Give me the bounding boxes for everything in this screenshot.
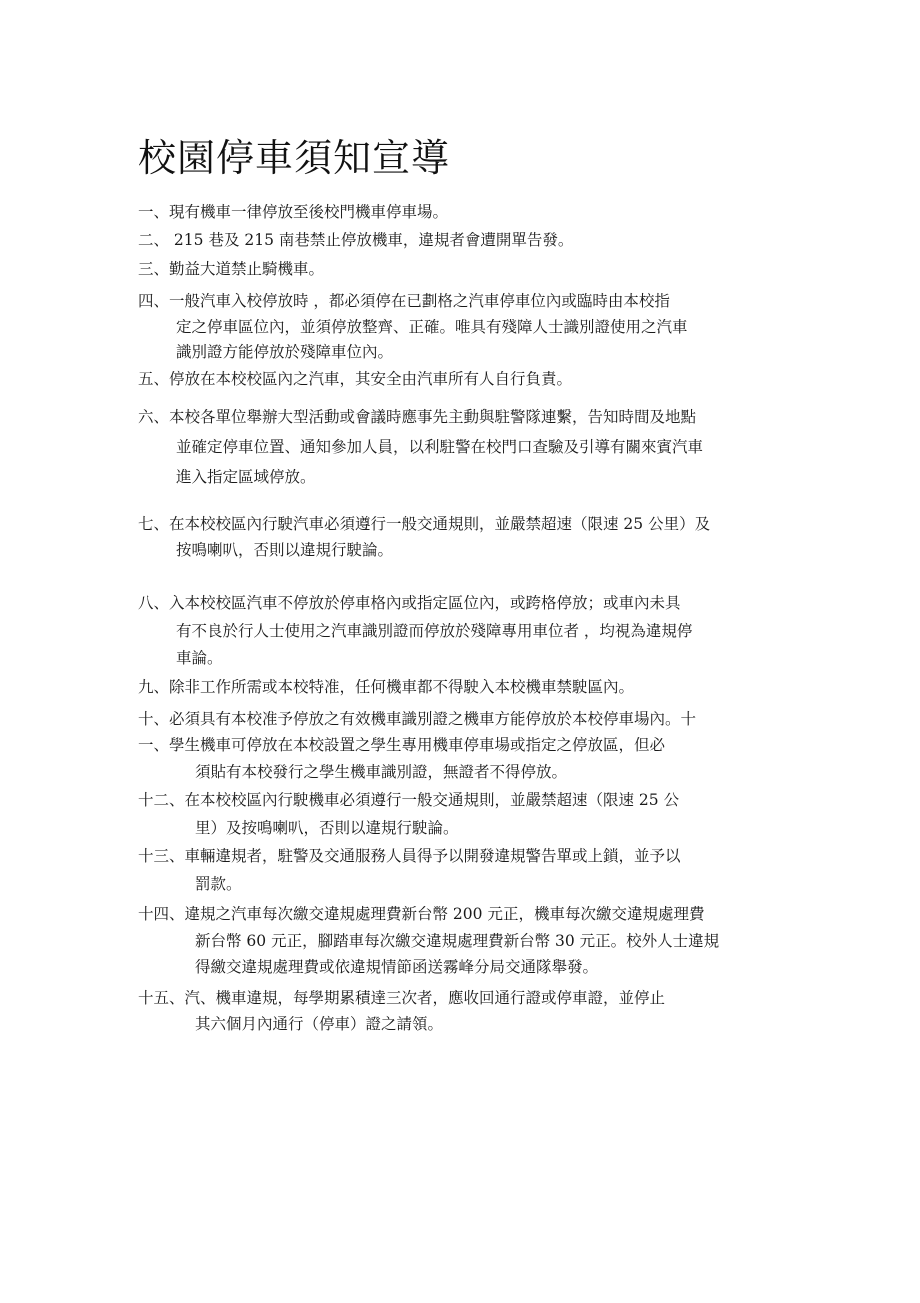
rule-line: 有不良於行人士使用之汽車識別證而停放於殘障專用車位者 ，均視為違規停	[176, 622, 693, 640]
rule-line: 十三、車輛違規者，駐警及交通服務人員得予以開發違規警告單或上鎖，並予以	[138, 847, 681, 865]
rule-line: 五、停放在本校校區內之汽車，其安全由汽車所有人自行負責。	[138, 370, 573, 388]
rule-line: 十、必須具有本校准予停放之有效機車識別證之機車方能停放於本校停車場內。十	[138, 710, 697, 728]
rule-line: 四、一般汽車入校停放時 ，都必須停在已劃格之汽車停車位內或臨時由本校指	[138, 292, 670, 310]
rule-line: 二、 215 巷及 215 南巷禁止停放機車，違規者會遭開單告發。	[138, 231, 574, 249]
rule-line: 十五、汽、機車違規，每學期累積達三次者，應收回通行證或停車證，並停止	[138, 989, 666, 1007]
rule-line: 得繳交違規處理費或依違規情節函送霧峰分局交通隊舉發。	[195, 958, 599, 976]
rule-line: 罰款。	[195, 875, 242, 893]
rule-line: 並確定停車位置、通知參加人員，以利駐警在校門口查驗及引導有關來賓汽車	[176, 438, 704, 456]
rule-line: 一、現有機車一律停放至後校門機車停車場。	[138, 203, 449, 221]
rule-line: 其六個月內通行（停車）證之請領。	[195, 1015, 444, 1033]
rule-line: 七、在本校校區內行駛汽車必須遵行一般交通規則，並嚴禁超速（限速 25 公里）及	[138, 515, 711, 533]
page-title: 校園停車須知宣導	[138, 136, 451, 180]
rule-line: 十二、在本校校區內行駛機車必須遵行一般交通規則，並嚴禁超速（限速 25 公	[138, 791, 680, 809]
rule-line: 八、入本校校區汽車不停放於停車格內或指定區位內，或跨格停放；或車內未具	[138, 594, 681, 612]
rule-line: 新台幣 60 元正，腳踏車每次繳交違規處理費新台幣 30 元正。校外人士違規	[195, 932, 720, 950]
rule-line: 一、學生機車可停放在本校設置之學生專用機車停車場或指定之停放區，但必	[138, 736, 666, 754]
rule-line: 定之停車區位內，並須停放整齊、正確。唯具有殘障人士識別證使用之汽車	[176, 318, 688, 336]
rule-line: 識別證方能停放於殘障車位內。	[176, 343, 394, 361]
rule-line: 九、除非工作所需或本校特准，任何機車都不得駛入本校機車禁駛區內。	[138, 678, 635, 696]
rule-line: 進入指定區域停放。	[176, 468, 316, 486]
rule-line: 須貼有本校發行之學生機車識別證，無證者不得停放。	[195, 763, 568, 781]
rule-line: 十四、違規之汽車每次繳交違規處理費新台幣 200 元正，機車每次繳交違規處理費	[138, 905, 705, 923]
rule-line: 六、本校各單位舉辦大型活動或會議時應事先主動與駐警隊連繫，告知時間及地點	[138, 408, 697, 426]
rule-line: 按鳴喇叭，否則以違規行駛論。	[176, 541, 394, 559]
rule-line: 車論。	[176, 649, 223, 667]
rule-line: 里）及按鳴喇叭，否則以違規行駛論。	[195, 819, 459, 837]
rule-line: 三、勤益大道禁止騎機車。	[138, 260, 325, 278]
